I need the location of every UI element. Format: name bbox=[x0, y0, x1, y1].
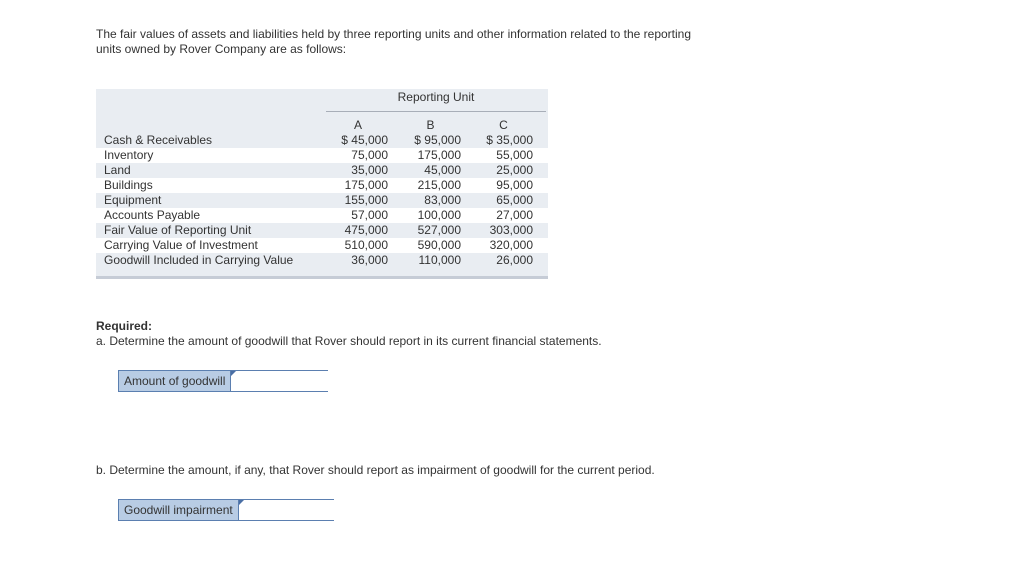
value-b: 45,000 bbox=[424, 163, 461, 177]
question-b: b. Determine the amount, if any, that Rover should report as impairment of goodwill for the current period. bbox=[96, 463, 655, 477]
row-label: Fair Value of Reporting Unit bbox=[104, 223, 252, 237]
value-b: 175,000 bbox=[417, 148, 461, 162]
row-label: Equipment bbox=[104, 193, 162, 207]
amount-of-goodwill-input[interactable] bbox=[231, 371, 394, 391]
column-header-c: C bbox=[499, 118, 508, 132]
goodwill-impairment-input[interactable] bbox=[239, 500, 402, 520]
value-c: 25,000 bbox=[496, 163, 533, 177]
intro-text: The fair values of assets and liabilities held by three reporting units and other information related to the reporting units owned by Rover Company are as follows: bbox=[96, 27, 692, 56]
row-label: Accounts Payable bbox=[104, 208, 201, 222]
value-c: $ 35,000 bbox=[486, 133, 533, 147]
table-bottom-border bbox=[96, 276, 548, 279]
value-b: 527,000 bbox=[417, 223, 461, 237]
reporting-unit-header: Reporting Unit bbox=[326, 89, 546, 112]
value-c: 95,000 bbox=[496, 178, 533, 192]
table-row bbox=[96, 238, 548, 253]
goodwill-impairment-answer bbox=[118, 499, 334, 521]
value-a: 175,000 bbox=[344, 178, 388, 192]
value-a: 35,000 bbox=[351, 163, 388, 177]
table-row bbox=[96, 148, 548, 163]
value-a: 475,000 bbox=[344, 223, 388, 237]
goodwill-impairment-wrap bbox=[239, 500, 402, 520]
column-header-b: B bbox=[426, 118, 435, 132]
goodwill-impairment-label: Goodwill impairment bbox=[119, 500, 239, 520]
table-row bbox=[96, 133, 548, 148]
value-b: 83,000 bbox=[424, 193, 461, 207]
row-label: Goodwill Included in Carrying Value bbox=[104, 253, 294, 267]
amount-of-goodwill-wrap bbox=[231, 371, 394, 391]
amount-of-goodwill-label: Amount of goodwill bbox=[119, 371, 231, 391]
table-row bbox=[96, 223, 548, 238]
value-b: 590,000 bbox=[417, 238, 461, 252]
table-row bbox=[96, 193, 548, 208]
table-row bbox=[96, 163, 548, 178]
value-c: 26,000 bbox=[496, 253, 533, 267]
table-row bbox=[96, 253, 548, 268]
value-c: 55,000 bbox=[496, 148, 533, 162]
value-b: 110,000 bbox=[418, 253, 461, 267]
question-a: a. Determine the amount of goodwill that Rover should report in its current financial statements. bbox=[96, 334, 602, 348]
value-c: 65,000 bbox=[496, 193, 533, 207]
row-label: Inventory bbox=[104, 148, 154, 162]
amount-of-goodwill-answer bbox=[118, 370, 328, 392]
row-label: Carrying Value of Investment bbox=[104, 238, 258, 252]
value-c: 27,000 bbox=[496, 208, 533, 222]
value-a: 510,000 bbox=[344, 238, 388, 252]
value-b: 100,000 bbox=[417, 208, 461, 222]
column-header-a: A bbox=[353, 118, 362, 132]
required-heading: Required: bbox=[96, 319, 153, 333]
reporting-unit-table bbox=[96, 89, 548, 280]
value-a: 57,000 bbox=[351, 208, 388, 222]
value-a: $ 45,000 bbox=[341, 133, 388, 147]
row-label: Cash & Receivables bbox=[104, 133, 213, 147]
table-row bbox=[96, 178, 548, 193]
value-b: $ 95,000 bbox=[414, 133, 461, 147]
value-a: 75,000 bbox=[351, 148, 388, 162]
value-c: 303,000 bbox=[489, 223, 533, 237]
row-label: Land bbox=[104, 163, 131, 177]
value-b: 215,000 bbox=[417, 178, 461, 192]
column-header-row bbox=[96, 118, 548, 133]
value-c: 320,000 bbox=[489, 238, 533, 252]
value-a: 36,000 bbox=[351, 253, 388, 267]
row-label: Buildings bbox=[104, 178, 153, 192]
table-row bbox=[96, 208, 548, 223]
value-a: 155,000 bbox=[344, 193, 388, 207]
